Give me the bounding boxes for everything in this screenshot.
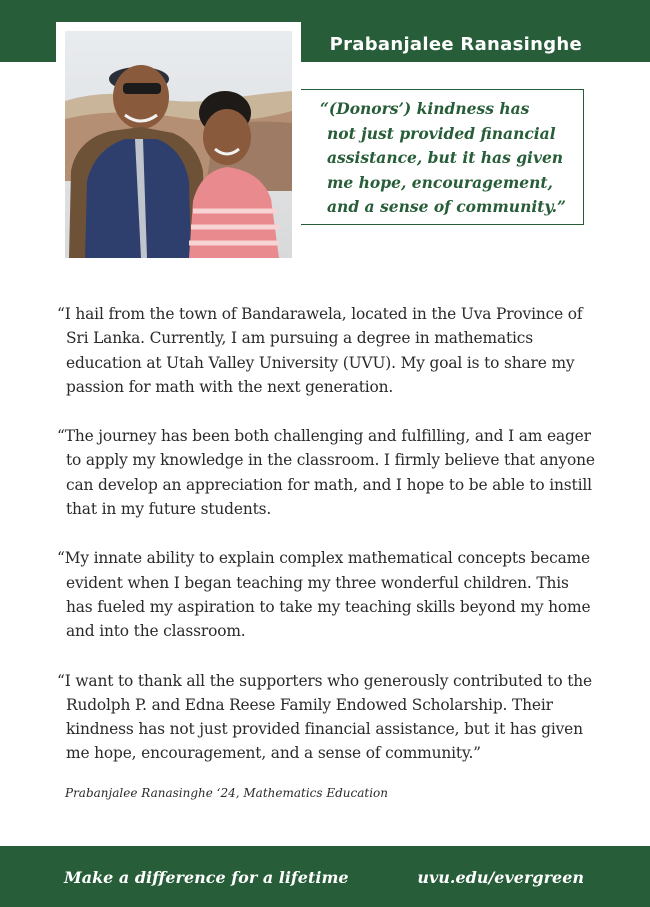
testimonial-body (57, 302, 597, 791)
footer-band (0, 846, 650, 907)
footer-tagline: Make a difference for a lifetime (64, 868, 349, 887)
pull-quote-line: “(Donors’) kindness has (320, 99, 530, 118)
footer-url-link[interactable]: uvu.edu/evergreen (417, 868, 584, 887)
pull-quote-line: me hope, encouragement, (327, 172, 553, 192)
pull-quote (320, 97, 582, 220)
page-title: Prabanjalee Ranasinghe (329, 34, 582, 55)
portrait-image (65, 31, 292, 258)
photo-frame (56, 22, 301, 267)
attribution: Prabanjalee Ranasinghe ‘24, Mathematics Education (65, 786, 389, 800)
pull-quote-line: and a sense of community.” (327, 197, 566, 216)
pull-quote-line: not just provided financial (327, 123, 556, 143)
testimonial-paragraph: “My innate ability to explain complex mathematical concepts became evident when I began teaching my three wonderful children. This has fueled my aspiration to take my teaching skills beyond my home and into the classroom. (57, 549, 591, 641)
pull-quote-line: assistance, but it has given (327, 148, 564, 167)
testimonial-paragraph: “I want to thank all the supporters who generously contributed to the Rudolph P. and Edna Reese Family Endowed Scholarship. Their kindness has not just provided financial assistance, but it has given me hope, encouragement, and a sense of community.” (57, 671, 592, 763)
portrait-photo (65, 31, 292, 258)
testimonial-paragraph: “The journey has been both challenging and fulfilling, and I am eager to apply my knowledge in the classroom. I firmly believe that anyone can develop an appreciation for math, and I hope to be able to instill that in my future students. (57, 427, 595, 519)
testimonial-paragraph: “I hail from the town of Bandarawela, located in the Uva Province of Sri Lanka. Currently, I am pursuing a degree in mathematics education at Utah Valley University (UVU). My goal is to share my passion for math with the next generation. (57, 305, 583, 396)
